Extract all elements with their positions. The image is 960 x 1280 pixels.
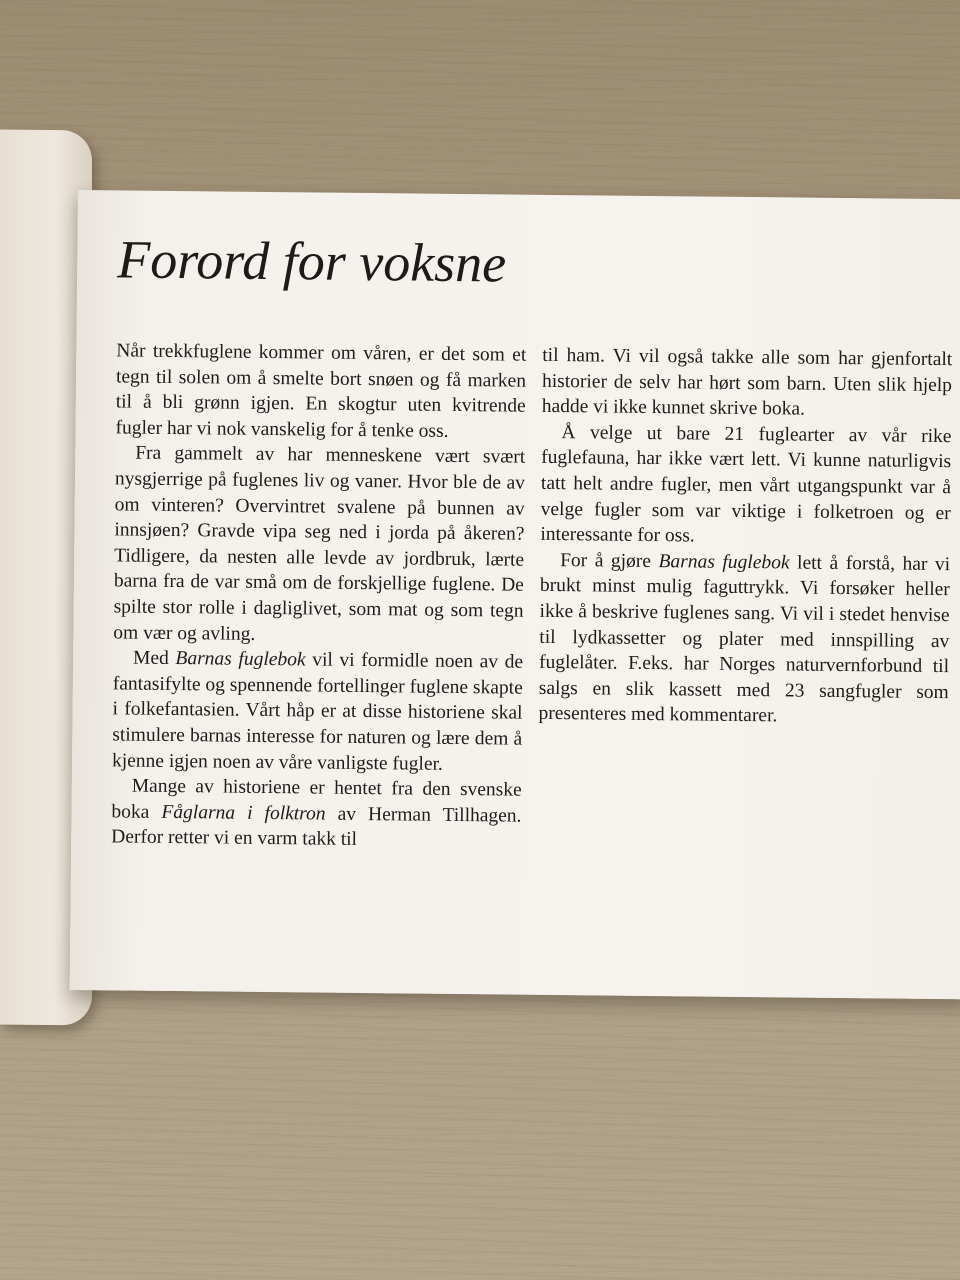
text-span: Med	[132, 647, 176, 670]
paragraph	[111, 773, 522, 854]
page-title: Forord for voksne	[116, 229, 507, 294]
left-text-column	[111, 338, 526, 854]
text-span: Mange av historiene er hentet fra den svenske boka	[111, 775, 522, 823]
text-span: For å gjøre	[560, 549, 659, 572]
book-title-italic: Fåglarna i folktron	[161, 801, 326, 825]
text-span: lett å forstå, har vi brukt minst mulig faguttrykk. Vi forsøker heller ikke å beskrive fuglenes sang. Vi vil i stedet henvise til lydkassetter og plater med innspilling av fuglelåter. F.eks. har Norges naturvernforbund til salgs en slik kassett med 23 sangfugler som presenteres med kommentarer.	[538, 552, 951, 727]
text-span: av Herman Tillhagen. Derfor retter vi en varm takk til	[111, 803, 522, 851]
book-page	[70, 190, 960, 999]
paragraph: Når trekkfuglene kommer om våren, er det som et tegn til solen om å smelte bort snøen og få marken til å bli grønn igjen. En skogtur uten kvitrende fugler har vi nok vanskelig for å tenke oss.	[115, 340, 527, 442]
paragraph	[538, 548, 950, 731]
book-title-italic: Barnas fuglebok	[658, 550, 790, 574]
paragraph	[112, 646, 523, 778]
paragraph: til ham. Vi vil også takke alle som har gjenfortalt historier de selv har hørt som barn. Uten slik hjelp hadde vi ikke kunnet skrive boka.	[541, 344, 953, 420]
paragraph: Fra gammelt av har menneskene vært svært nysgjerrige på fuglenes liv og vaner. Hvor ble de av om vinteren? Overvintret svalene på bunnen av innsjøen? Gravde vipa seg ned i jorda på åkeren? Tidligere, da nesten alle levde av jordbruk, lærte barna fra de var små om de forskjellige fuglene. De spilte stor rolle i dagliglivet, som mat og som tegn om vær og avling.	[113, 442, 526, 645]
text-span: vil vi formidle noen av de fantasifylte og spennende fortellinger fuglene skapte i folkefantasien. Vårt håp er at disse historiene skal stimulere barnas interesse for naturen og lære dem å kjenne igjen noen av våre vanligste fugler.	[111, 649, 524, 775]
paragraph: Å velge ut bare 21 fuglearter av vår rike fuglefauna, har ikke vært lett. Vi kunne naturligvis tatt helt andre fugler, men vårt utgangspunkt var å velge fugler som var viktige i folketroen og er interessante for oss.	[540, 421, 952, 547]
book-title-italic: Barnas fuglebok	[175, 648, 306, 671]
right-text-column	[538, 343, 952, 731]
